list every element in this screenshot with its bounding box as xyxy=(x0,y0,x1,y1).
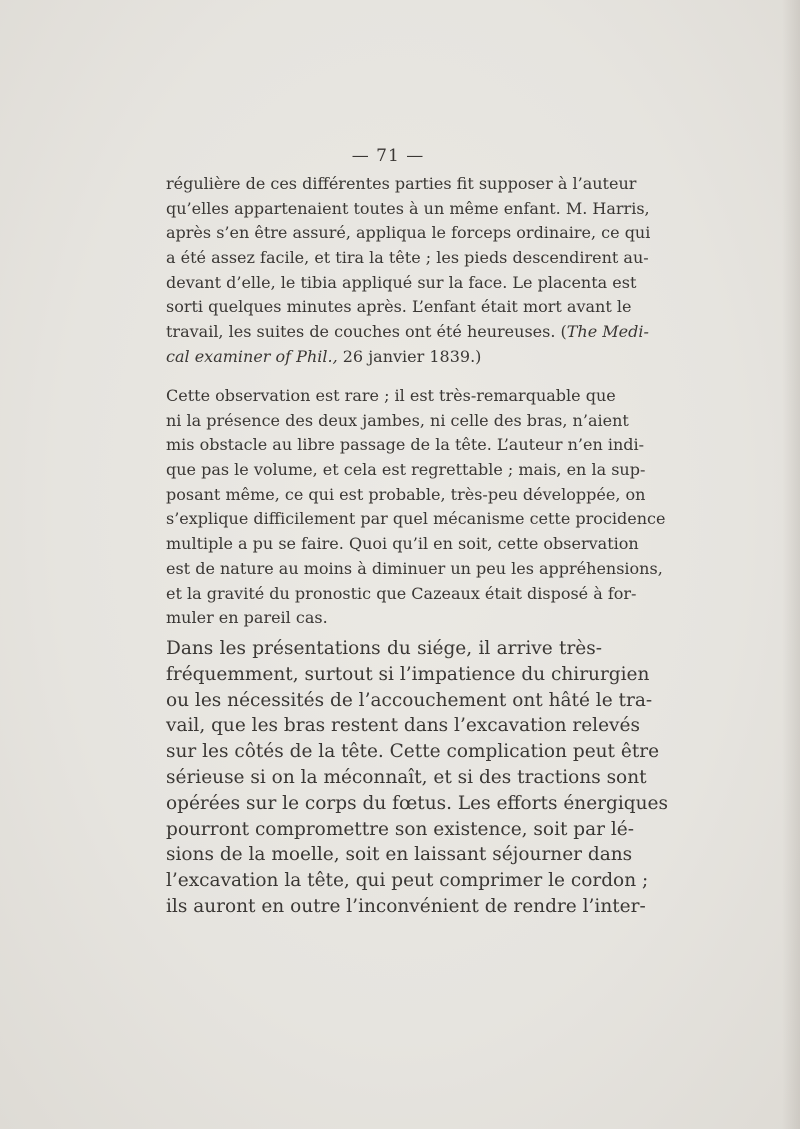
text-line: Cette observation est rare ; il est très-remarquable que xyxy=(166,386,616,405)
text-line: sorti quelques minutes après. L’enfant était mort avant le xyxy=(166,297,632,317)
text-segment: travail, les suites de couches ont été heureuses. ( xyxy=(166,322,567,342)
text-line: après s’en être assuré, appliqua le forceps ordinaire, ce qui xyxy=(166,223,651,243)
text-line: vail, que les bras restent dans l’excavation relevés xyxy=(166,715,640,737)
text-line: ni la présence des deux jambes, ni celle des bras, n’aient xyxy=(166,410,629,430)
text-line: mis obstacle au libre passage de la tête. L’auteur n’en indi- xyxy=(166,435,645,455)
text-line: régulière de ces différentes parties fit supposer à l’auteur xyxy=(166,174,637,193)
text-line: sions de la moelle, soit en laissant séjourner dans xyxy=(166,844,633,866)
text-line: muler en pareil cas. xyxy=(166,608,328,628)
paragraph-3 xyxy=(166,636,668,920)
citation-title: The Medi- xyxy=(566,322,649,342)
text-line: sérieuse si on la méconnaît, et si des tractions sont xyxy=(166,766,647,788)
text-line: est de nature au moins à diminuer un peu les appréhensions, xyxy=(166,558,663,578)
text-line: ils auront en outre l’inconvénient de rendre l’inter- xyxy=(166,895,646,917)
text-line: a été assez facile, et tira la tête ; les pieds descendirent au- xyxy=(166,248,649,268)
text-line: qu’elles appartenaient toutes à un même enfant. M. Harris, xyxy=(166,198,650,218)
text-line: Dans les présentations du siége, il arrive très- xyxy=(166,638,602,659)
page-number: — 71 — xyxy=(351,146,425,166)
text-line: sur les côtés de la tête. Cette complication peut être xyxy=(166,741,660,763)
text-line: fréquemment, surtout si l’impatience du chirurgien xyxy=(166,663,650,685)
page-edge-shadow xyxy=(782,0,800,1129)
text-line: pourront compromettre son existence, soit par lé- xyxy=(166,818,635,840)
paragraph-1 xyxy=(166,172,651,370)
citation-title: cal examiner of Phil., xyxy=(166,346,338,366)
text-line-with-citation xyxy=(166,320,649,345)
citation-date: 26 janvier 1839.) xyxy=(337,346,482,366)
text-line: s’explique difficilement par quel mécanisme cette procidence xyxy=(166,509,666,529)
text-line: opérées sur le corps du fœtus. Les efforts énergiques xyxy=(166,792,668,814)
text-line: ou les nécessités de l’accouchement ont hâté le tra- xyxy=(166,689,653,711)
paragraph-2 xyxy=(166,384,666,631)
text-line: posant même, ce qui est probable, très-peu développée, on xyxy=(166,484,646,504)
text-line-with-citation xyxy=(166,345,602,370)
text-line: devant d’elle, le tibia appliqué sur la face. Le placenta est xyxy=(166,272,637,292)
text-line: multiple a pu se faire. Quoi qu’il en soit, cette observation xyxy=(166,534,639,554)
text-line: que pas le volume, et cela est regrettable ; mais, en la sup- xyxy=(166,460,646,480)
text-line: et la gravité du pronostic que Cazeaux était disposé à for- xyxy=(166,583,637,603)
text-line: l’excavation la tête, qui peut comprimer le cordon ; xyxy=(166,870,649,892)
